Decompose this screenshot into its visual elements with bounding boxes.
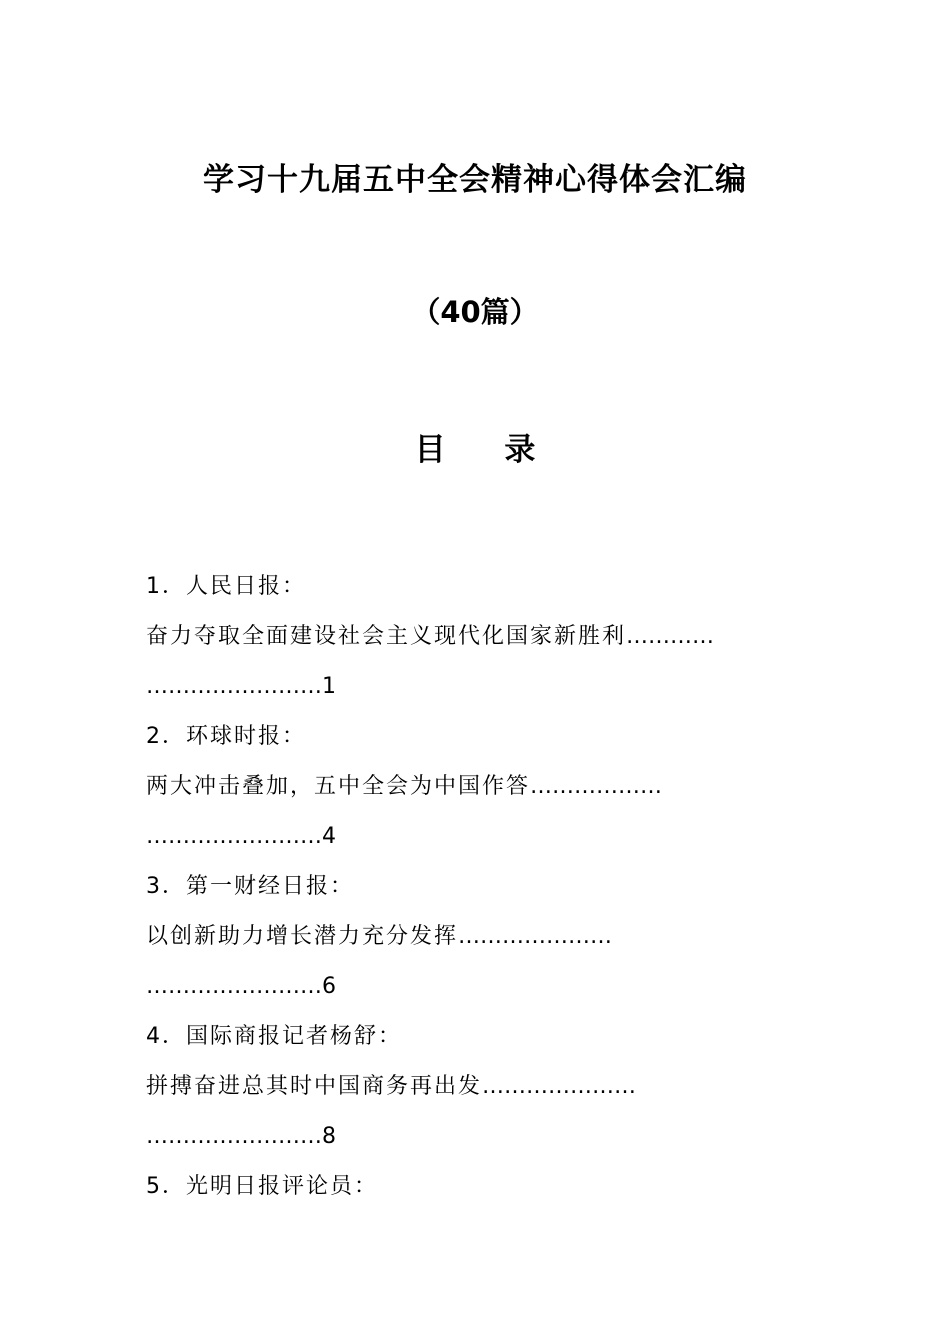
toc-entry-2-headline-leader: ……………… bbox=[530, 774, 663, 799]
toc-entry-1-source: 1．人民日报： bbox=[146, 574, 306, 599]
toc-entry-2-leader: …………………… bbox=[146, 824, 322, 849]
document-title: 学习十九届五中全会精神心得体会汇编 bbox=[203, 162, 747, 198]
toc-heading: 目 录 bbox=[414, 432, 560, 468]
toc-entry-2-source: 2．环球时报： bbox=[146, 724, 306, 749]
toc-entry-4-headline: 拼搏奋进总其时中国商务再出发 bbox=[146, 1074, 483, 1099]
toc-entry-3-page: 6 bbox=[322, 974, 336, 999]
toc-entry-4-source: 4．国际商报记者杨舒： bbox=[146, 1024, 402, 1049]
table-of-contents bbox=[146, 562, 806, 1212]
toc-entry-2-headline: 两大冲击叠加，五中全会为中国作答 bbox=[146, 774, 531, 799]
toc-entry-2-page: 4 bbox=[322, 824, 336, 849]
document-subtitle: （40篇） bbox=[411, 295, 539, 329]
toc-entry-3-headline: 以创新助力增长潜力充分发挥 bbox=[146, 924, 459, 949]
toc-entry-2-headline-line bbox=[146, 762, 806, 812]
toc-entry-4-page-line bbox=[146, 1112, 806, 1162]
toc-entry-1-leader: …………………… bbox=[146, 674, 322, 699]
toc-entry-4-headline-line bbox=[146, 1062, 806, 1112]
toc-entry-3-headline-line bbox=[146, 912, 806, 962]
toc-entry-1-headline-line bbox=[146, 612, 806, 662]
toc-entry-3-headline-leader: ………………… bbox=[458, 924, 613, 949]
toc-entry-1-page: 1 bbox=[322, 674, 336, 699]
toc-entry-5-source: 5．光明日报评论员： bbox=[146, 1174, 378, 1199]
toc-entry-1-headline: 奋力夺取全面建设社会主义现代化国家新胜利 bbox=[146, 624, 627, 649]
toc-entry-4-headline-leader: ………………… bbox=[482, 1074, 637, 1099]
toc-entry-4-page: 8 bbox=[322, 1124, 336, 1149]
toc-entry-4-leader: …………………… bbox=[146, 1124, 322, 1149]
toc-entry-3-page-line bbox=[146, 962, 806, 1012]
toc-entry-2-page-line bbox=[146, 812, 806, 862]
toc-entry-3-leader: …………………… bbox=[146, 974, 322, 999]
toc-entry-1-page-line bbox=[146, 662, 806, 712]
toc-entry-3-source: 3．第一财经日报： bbox=[146, 874, 354, 899]
toc-entry-1-headline-leader: ………… bbox=[626, 624, 715, 649]
